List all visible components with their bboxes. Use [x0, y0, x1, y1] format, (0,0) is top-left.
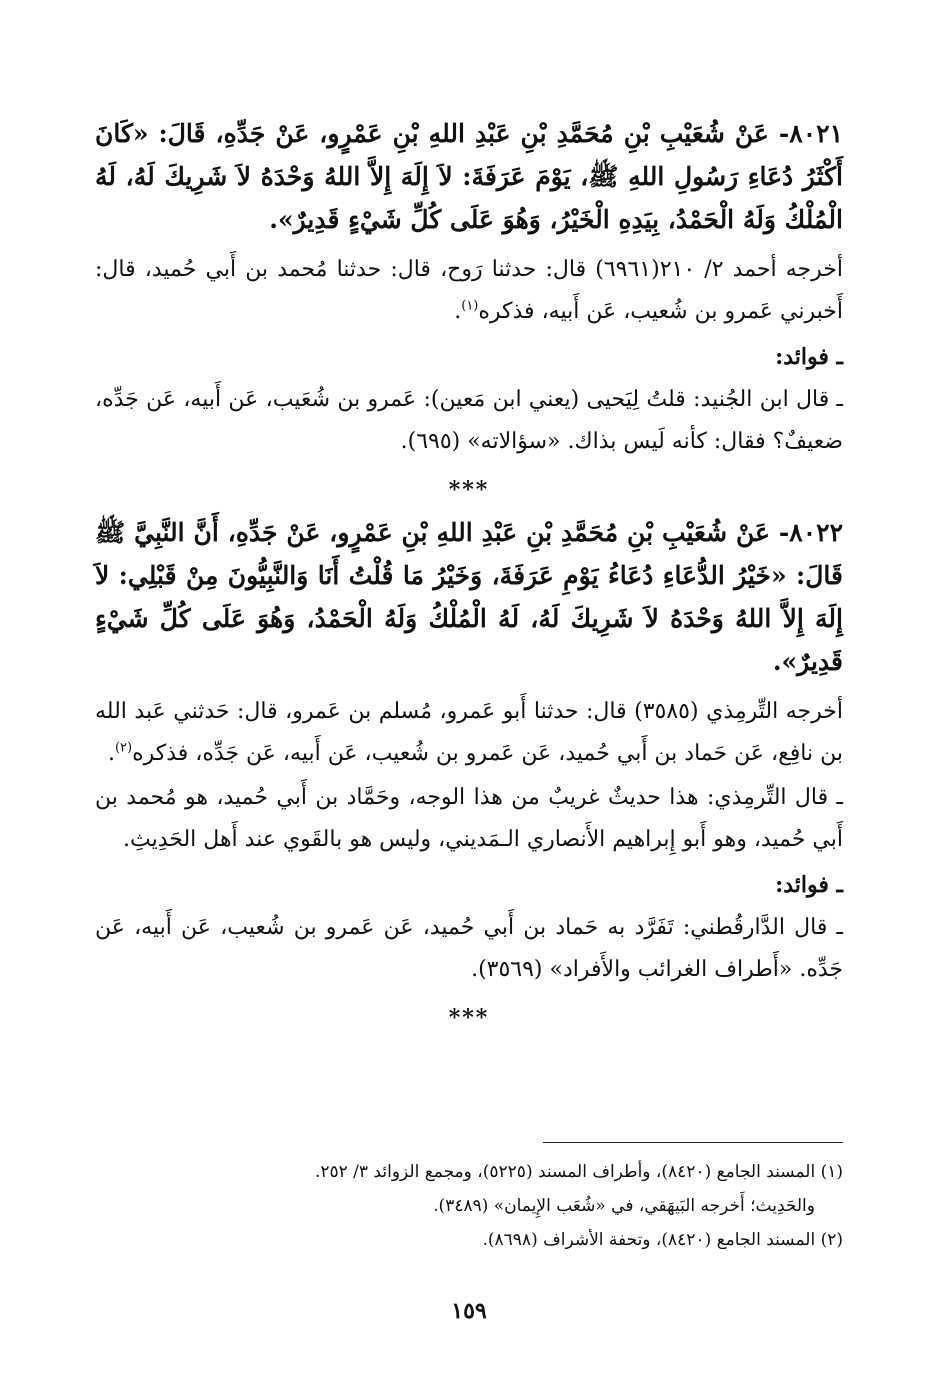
hadith-8022-tirmidhi-note: ـ قال التِّرمِذي: هذا حديثٌ غريبٌ من هذا الوجه، وحَمَّاد بن أَبي حُميد، هو مُحمد بن أَبي حُميد، وهو أَبو إِبراهيم الأَنصاري الـمَديني، وليس هو بالقَوي عند أَهل الحَدِيثِ.: [95, 785, 843, 852]
hadith-8021-fawaid-text: ـ قال ابن الجُنيد: قلتُ لِيَحيى (يعني ابن مَعين): عَمرو بن شُعَيب، عَن أَبيه، عَن جَدِّه، ضعيفٌ؟ فقال: كأنه لَيس بذاك. «سؤالاته» (٦٩٥).: [95, 387, 843, 454]
footnote-2: (٢) المسند الجامع (٨٤٢٠)، وتحفة الأشراف (٨٦٩٨).: [482, 1230, 843, 1250]
hadith-8022-takhrij: [95, 691, 843, 775]
hadith-8021-takhrij-end: .: [454, 299, 462, 324]
footnote-ref-1[interactable]: (١): [461, 298, 479, 314]
footnote-1: (١) المسند الجامع (٨٤٢٠)، وأطراف المسند (٥٢٢٥)، ومجمع الزوائد ٣/ ٢٥٢.: [314, 1162, 843, 1182]
hadith-8022-takhrij-end: .: [107, 741, 115, 766]
hadith-8021-takhrij-text: أخرجه أحمد ٢/ ٢١٠(٦٩٦١) قال: حدثنا رَوح، قال: حدثنا مُحمد بن أَبي حُميد، قال: أَخبرني عَمرو بن شُعيب، عَن أَبيه، فذكره: [95, 257, 844, 324]
page-body: [95, 112, 843, 1039]
section-separator-2: ***: [448, 1005, 490, 1031]
footnote-divider: [543, 1142, 843, 1143]
hadith-8022-number: ٨٠٢٢-: [778, 518, 843, 547]
hadith-8021-text: [95, 112, 843, 241]
page-number: ١٥٩: [451, 1298, 487, 1324]
footnote-1-continuation: والحَدِيث؛ أَخرجه البَيهَقي، في «شُعَب الإِيمان» (٣٤٨٩).: [433, 1196, 815, 1216]
hadith-8022-fawaid-heading: ـ فوائد:: [775, 872, 843, 898]
hadith-8022-fawaid-text: ـ قال الدَّارقُطني: تَفَرَّد به حَماد بن أَبي حُميد، عَن عَمرو بن شُعيب، عَن أَبيه، عَن جَدِّه. «أَطراف الغرائب والأَفراد» (٣٥٦٩).: [95, 915, 843, 982]
hadith-8021-number: ٨٠٢١-: [778, 119, 843, 148]
hadith-8022-text: [95, 511, 843, 683]
hadith-8021-fawaid-heading: ـ فوائد:: [775, 344, 843, 370]
footnotes: [95, 1142, 843, 1257]
hadith-8022-body: عَنْ شُعَيْبِ بْنِ مُحَمَّدِ بْنِ عَبْدِ اللهِ بْنِ عَمْرٍو، عَنْ جَدِّهِ، أَنَّ النَّبِيَّ ﷺ قَالَ: «خَيْرُ الدُّعَاءِ دُعَاءُ يَوْمِ عَرَفَةَ، وَخَيْرُ مَا قُلْتُ أَنَا وَالنَّبِيُّونَ مِنْ قَبْلِي: لاَ إِلَهَ إِلاَّ اللهُ وَحْدَهُ لاَ شَرِيكَ لَهُ، لَهُ الْمُلْكُ وَلَهُ الْحَمْدُ، وَهُوَ عَلَى كُلِّ شَيْءٍ قَدِيرٌ».: [95, 518, 843, 676]
section-separator-1: ***: [448, 477, 490, 503]
hadith-8021-takhrij: [95, 249, 843, 333]
hadith-8021-body: عَنْ شُعَيْبِ بْنِ مُحَمَّدِ بْنِ عَبْدِ اللهِ بْنِ عَمْرٍو، عَنْ جَدِّهِ، قَالَ: «كَانَ أَكْثَرُ دُعَاءِ رَسُولِ اللهِ ﷺ، يَوْمَ عَرَفَةَ: لاَ إِلَهَ إِلاَّ اللهُ وَحْدَهُ لاَ شَرِيكَ لَهُ، لَهُ الْمُلْكُ وَلَهُ الْحَمْدُ، بِيَدِهِ الْخَيْرُ، وَهُوَ عَلَى كُلِّ شَيْءٍ قَدِيرٌ».: [95, 119, 843, 234]
hadith-8022-takhrij-text: أخرجه التِّرمِذي (٣٥٨٥) قال: حدثنا أَبو عَمرو، مُسلم بن عَمرو، قال: حَدثني عَبد الله بن نافِع، عَن حَماد بن أَبي حُميد، عَن عَمرو بن شُعيب، عَن أَبيه، عَن جَدِّه، فذكره: [95, 699, 843, 766]
footnote-ref-2[interactable]: (٢): [114, 740, 133, 756]
